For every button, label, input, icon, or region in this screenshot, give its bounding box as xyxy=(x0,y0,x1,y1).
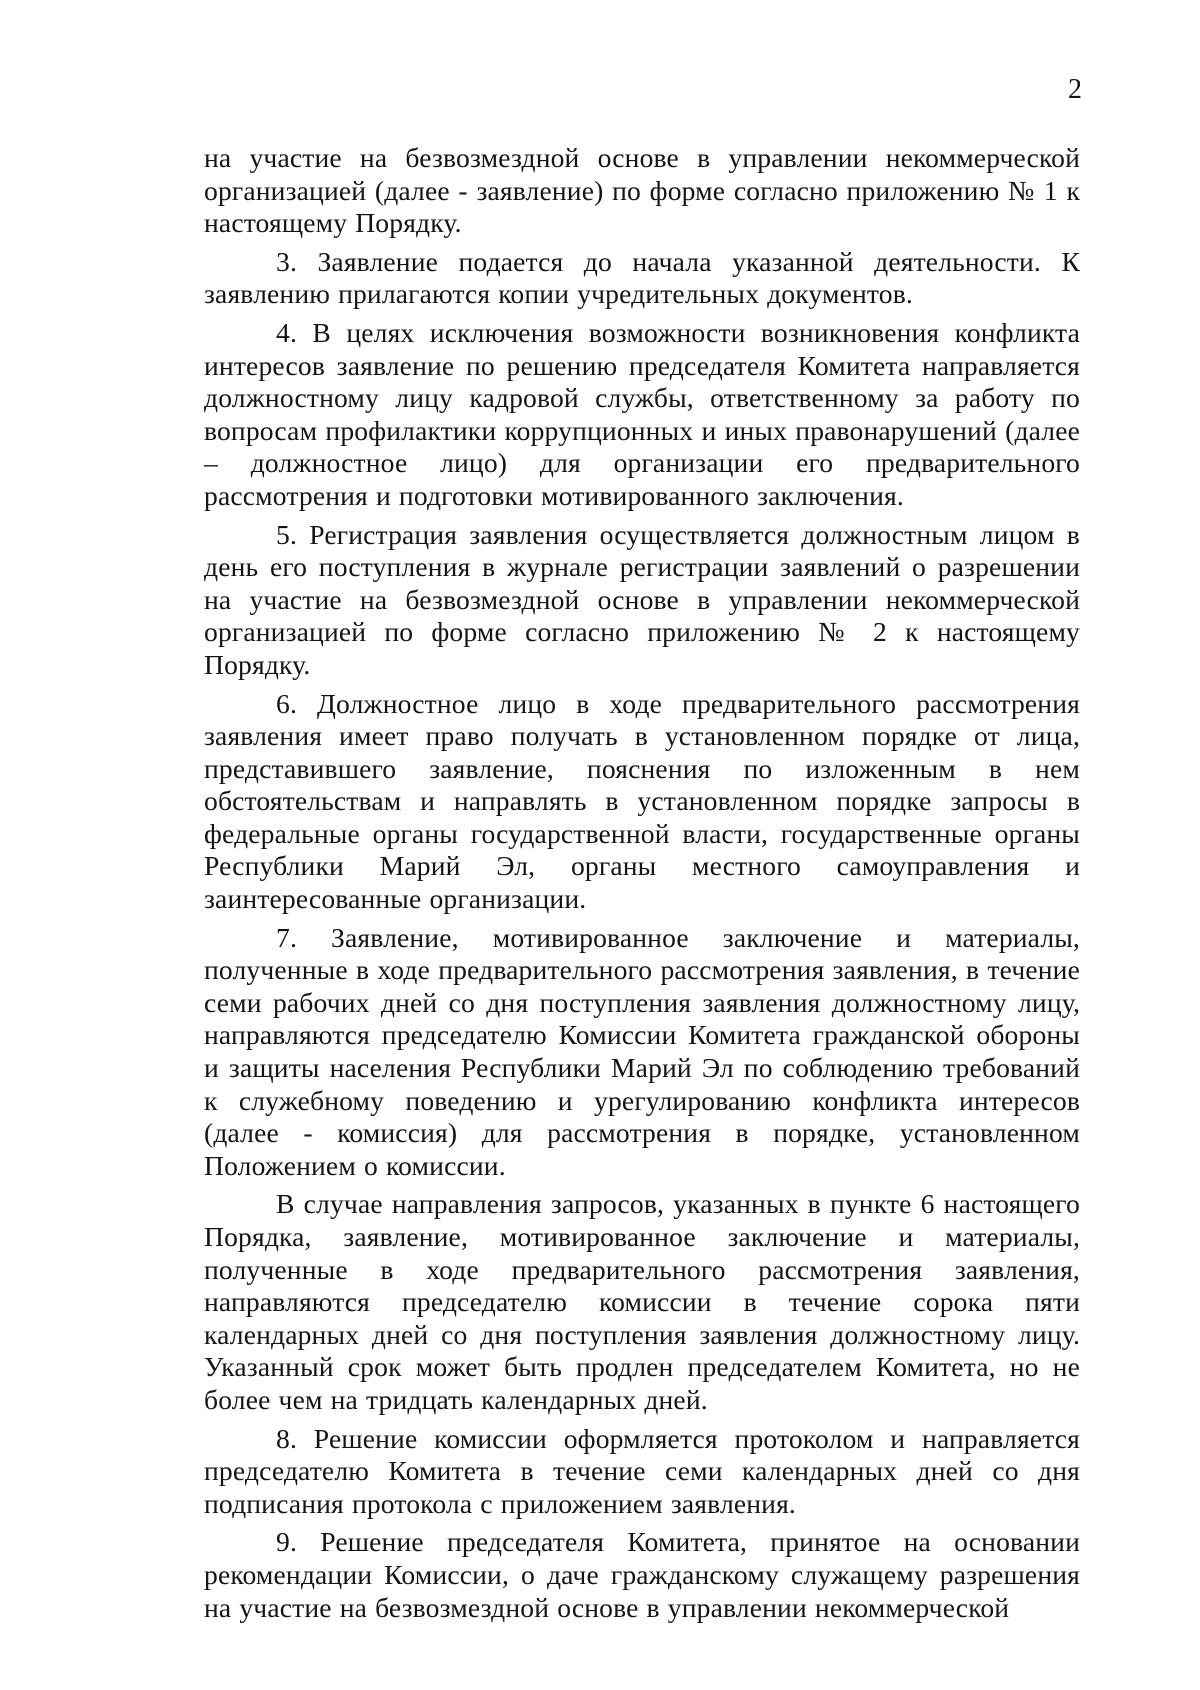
paragraph-item-7-requests: В случае направления запросов, указанных в пункте 6 настоящего Порядка, заявление, мотивированное заключение и материалы, полученные в ходе предварительного рассмотрения заявления, направляются председателю комиссии в течение сорока пяти календарных дней со дня поступления заявления должностному лицу. Указанный срок может быть продлен председателем Комитета, но не более чем на тридцать календарных дней. xyxy=(204,1188,1080,1415)
paragraph-item-7: 7. Заявление, мотивированное заключение и материалы, полученные в ходе предварительного рассмотрения заявления, в течение семи рабочих дней со дня поступления заявления должностному лицу, направляются председателю Комиссии Комитета гражданской обороны и защиты населения Республики Марий Эл по соблюдению требований к служебному поведению и урегулированию конфликта интересов (далее - комиссия) для рассмотрения в порядке, установленном Положением о комиссии. xyxy=(204,921,1080,1181)
paragraph-item-4: 4. В целях исключения возможности возникновения конфликта интересов заявление по решению председателя Комитета направляется должностному лицу кадровой службы, ответственному за работу по вопросам профилактики коррупционных и иных правонарушений (далее – должностное лицо) для организации его предварительного рассмотрения и подготовки мотивированного заключения. xyxy=(204,316,1080,511)
document-body xyxy=(204,142,1080,1624)
page-number: 2 xyxy=(1068,74,1082,105)
paragraph-item-5: 5. Регистрация заявления осуществляется должностным лицом в день его поступления в журнале регистрации заявлений о разрешении на участие на безвозмездной основе в управлении некоммерческой организацией по форме согласно приложению № 2 к настоящему Порядку. xyxy=(204,518,1080,680)
paragraph-item-9: 9. Решение председателя Комитета, принятое на основании рекомендации Комиссии, о даче гражданскому служащему разрешения на участие на безвозмездной основе в управлении некоммерческой xyxy=(204,1526,1080,1623)
paragraph-item-6: 6. Должностное лицо в ходе предварительного рассмотрения заявления имеет право получать в установленном порядке от лица, представившего заявление, пояснения по изложенным в нем обстоятельствам и направлять в установленном порядке запросы в федеральные органы государственной власти, государственные органы Республики Марий Эл, органы местного самоуправления и заинтересованные организации. xyxy=(204,687,1080,915)
paragraph-item-8: 8. Решение комиссии оформляется протоколом и направляется председателю Комитета в течение семи календарных дней со дня подписания протокола с приложением заявления. xyxy=(204,1422,1080,1519)
paragraph-continuation: на участие на безвозмездной основе в управлении некоммерческой организацией (далее - заявление) по форме согласно приложению № 1 к настоящему Порядку. xyxy=(204,142,1080,239)
paragraph-item-3: 3. Заявление подается до начала указанной деятельности. К заявлению прилагаются копии учредительных документов. xyxy=(204,245,1080,310)
